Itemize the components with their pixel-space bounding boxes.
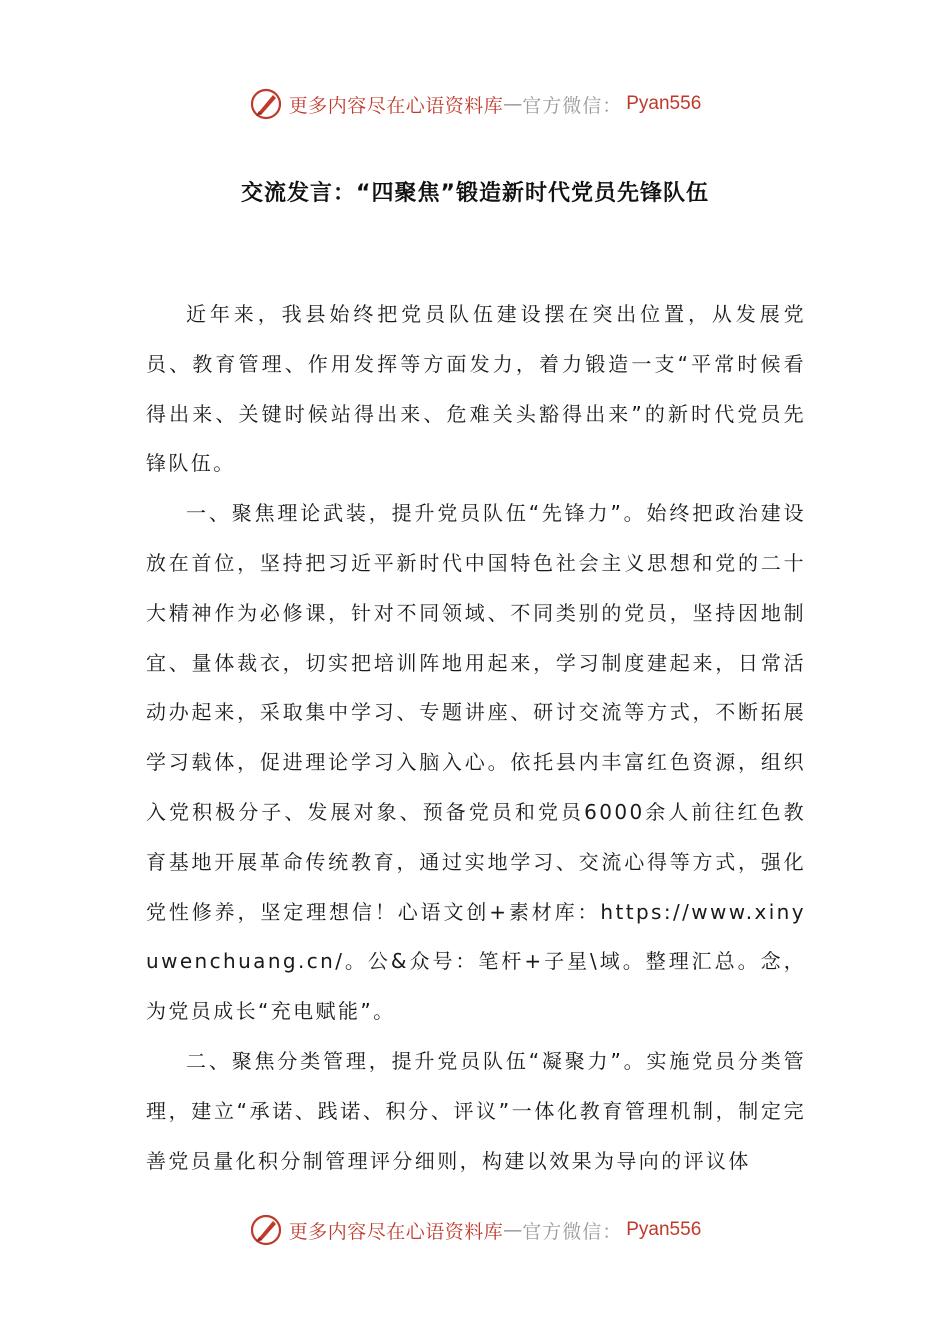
banner-official-label: 官方微信：	[522, 94, 623, 117]
document-body	[146, 290, 806, 1186]
quill-logo-icon	[249, 1213, 283, 1247]
document-title: 交流发言：“四聚焦”锻造新时代党员先锋队伍	[241, 181, 709, 206]
paragraph-intro: 近年来，我县始终把党员队伍建设摆在突出位置，从发展党员、教育管理、作用发挥等方面发力，着力锻造一支“平常时候看得出来、关键时候站得出来、危难关头豁得出来”的新时代党员先锋队伍。	[146, 302, 806, 476]
paragraph-section-2: 二、聚焦分类管理，提升党员队伍“凝聚力”。实施党员分类管理，建立“承诺、践诺、积分、评议”一体化教育管理机制，制定完善党员量化积分制管理评分细则，构建以效果为导向的评议体	[146, 1048, 806, 1173]
paragraph-section-1: 一、聚焦理论武装，提升党员队伍“先锋力”。始终把政治建设放在首位，坚持把习近平新时代中国特色社会主义思想和党的二十大精神作为必修课，针对不同领域、不同类别的党员，坚持因地制宜、量体裁衣，切实把培训阵地用起来，学习制度建起来，日常活动办起来，采取集中学习、专题讲座、研讨交流等方式，不断拓展学习载体，促进理论学习入脑入心。依托县内丰富红色资源，组织入党积极分子、发展对象、预备党员和党员6000余人前往红色教育基地开展革命传统教育，通过实地学习、交流心得等方式，强化党性修养，坚定理想信！心语文创+素材库：https://www.xinyuwenchuang.cn/。公&众号：笔杆+子星\域。整理汇总。念，为党员成长“充电赋能”。	[146, 501, 806, 1024]
banner-main-text: 更多内容尽在心语资料库	[288, 94, 504, 117]
footer-main-text: 更多内容尽在心语资料库	[288, 1220, 504, 1243]
header-banner	[0, 84, 950, 124]
footer-banner	[0, 1210, 950, 1250]
banner-dash: —	[503, 93, 523, 115]
banner-wechat-id: Pyan556	[626, 93, 702, 114]
footer-wechat-id: Pyan556	[626, 1219, 702, 1240]
footer-dash: —	[503, 1219, 523, 1241]
footer-official-label: 官方微信：	[522, 1220, 623, 1243]
quill-logo-icon	[249, 87, 283, 121]
